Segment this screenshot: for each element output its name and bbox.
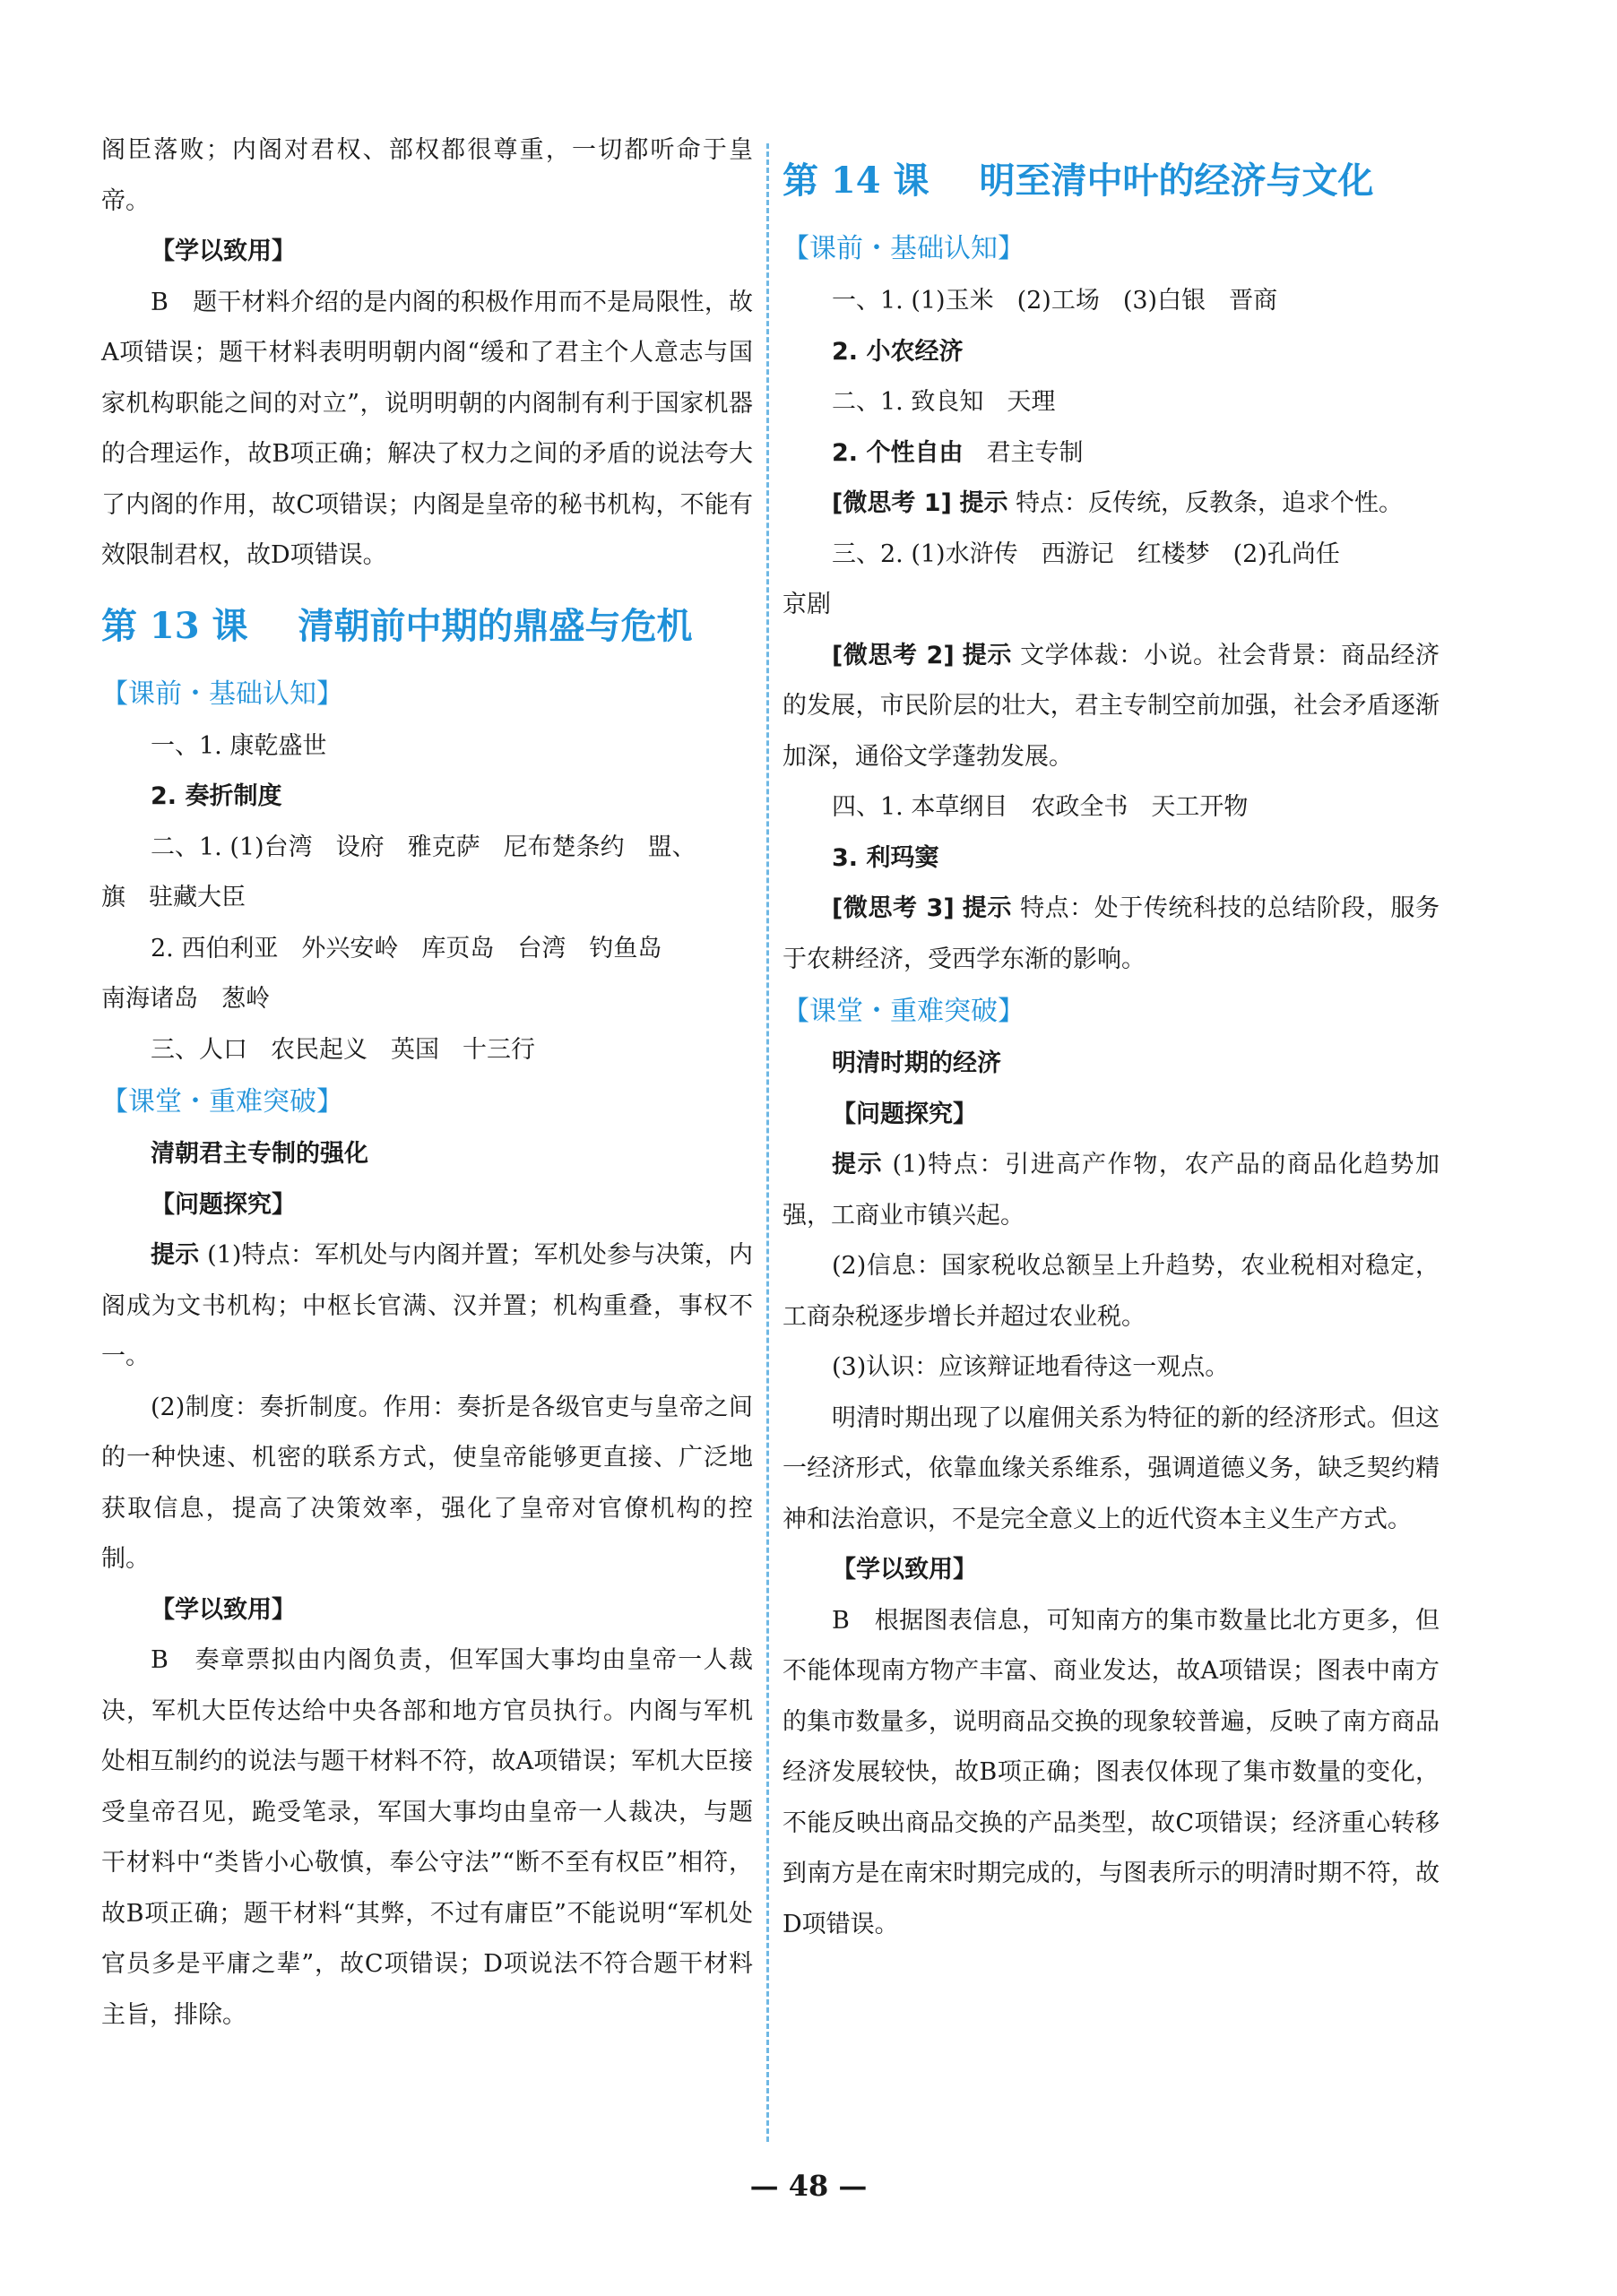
tishi-paragraph: (2)信息：国家税收总额呈上升趋势，农业税相对稳定，工商杂税逐步增长并超过农业税。 [783,1252,1440,1331]
list-item: 四、1. 本草纲目 农政全书 天工开物 [832,793,1249,821]
list-item: 南海诸岛 葱岭 [101,985,270,1013]
list-item: 3. 利玛窦 [832,843,939,872]
lesson-14-heading [783,145,1440,217]
tishi-paragraph: 提示 (1)特点：引进高产作物，农产品的商品化趋势加强，工商业市镇兴起。 [783,1151,1440,1230]
list-item: 2. 个性自由 君主专制 [832,438,1084,467]
micro-thinking: [微思考 3] 提示 特点：处于传统科技的总结阶段，服务于农耕经济，受西学东渐的影响。 [783,894,1440,973]
lesson-number: 第 13 课 [101,604,248,647]
lesson-title: 清朝前中期的鼎盛与危机 [298,604,693,647]
micro-thinking: [微思考 1] 提示 特点：反传统，反教条，追求个性。 [832,489,1404,517]
answer-paragraph: B 题干材料介绍的是内阁的积极作用而不是局限性，故A项错误；题干材料表明明朝内阁“缓和了君主个人意志与国家机构职能之间的对立”，说明明朝的内阁制有利于国家机器的合理运作，故B项正确；解决了权力之间的矛盾的说法夸大了内阁的作用，故C项错误；内阁是皇帝的秘书机构，不能有效限制君权，故D项错误。 [101,288,753,569]
list-item: 2. 西伯利亚 外兴安岭 库页岛 台湾 钓鱼岛 [151,934,662,962]
list-item: 2. 小农经济 [832,337,964,366]
paragraph-continuation: 阁臣落败；内阁对君权、部权都很尊重，一切都听命于皇帝。 [101,136,753,215]
list-item: 二、1. 致良知 天理 [832,388,1056,416]
micro-thinking: [微思考 2] 提示 文学体裁：小说。社会背景：商品经济的发展，市民阶层的壮大，君主专制空前加强，社会矛盾逐渐加深，通俗文学蓬勃发展。 [783,641,1440,771]
list-item: 京剧 [783,591,831,618]
section-tag-kt: 【课堂・重难突破】 [783,996,1025,1027]
right-column [783,145,1440,1950]
list-item: 2. 奏折制度 [151,782,282,810]
column-divider [766,143,769,2142]
lesson-title: 明至清中叶的经济与文化 [979,160,1374,202]
label-wen-ti-tan-jiu: 【问题探究】 [832,1100,977,1128]
section-tag-kq: 【课前・基础认知】 [101,678,343,710]
list-item: 二、1. (1)台湾 设府 雅克萨 尼布楚条约 盟、 [151,833,696,861]
sub-heading: 清朝君主专制的强化 [151,1140,368,1168]
list-item: 一、1. (1)玉米 (2)工场 (3)白银 晋商 [832,287,1278,315]
label-xue-yi-zhi-yong: 【学以致用】 [832,1556,977,1584]
tishi-paragraph: (2)制度：奏折制度。作用：奏折是各级官吏与皇帝之间的一种快速、机密的联系方式，使皇帝能够更直接、广泛地获取信息，提高了决策效率，强化了皇帝对官僚机构的控制。 [101,1393,753,1573]
label-xue-yi-zhi-yong: 【学以致用】 [151,237,296,265]
left-column [101,125,753,2041]
answer-paragraph: B 根据图表信息，可知南方的集市数量比北方更多，但不能体现南方物产丰富、商业发达，故A项错误；图表中南方的集市数量多，说明商品交换的现象较普遍，反映了南方商品经济发展较快，故B项正确；图表仅体现了集市数量的变化，不能反映出商品交换的产品类型，故C项错误；经济重心转移到南方是在南宋时期完成的，与图表所示的明清时期不符，故D项错误。 [783,1606,1440,1938]
section-tag-kt: 【课堂・重难突破】 [101,1086,343,1118]
lesson-13-heading [101,591,753,662]
tishi-paragraph: 提示 (1)特点：军机处与内阁并置；军机处参与决策，内阁成为文书机构；中枢长官满、汉并置；机构重叠，事权不一。 [101,1241,754,1370]
paragraph: 明清时期出现了以雇佣关系为特征的新的经济形式。但这一经济形式，依靠血缘关系维系，强调道德义务，缺乏契约精神和法治意识，不是完全意义上的近代资本主义生产方式。 [783,1403,1440,1533]
label-wen-ti-tan-jiu: 【问题探究】 [151,1190,296,1219]
list-item: 三、人口 农民起义 英国 十三行 [151,1035,535,1064]
sub-heading: 明清时期的经济 [832,1049,1001,1077]
answer-paragraph: B 奏章票拟由内阁负责，但军国大事均由皇帝一人裁决，军机大臣传达给中央各部和地方官员执行。内阁与军机处相互制约的说法与题干材料不符，故A项错误；军机大臣接受皇帝召见，跪受笔录，军国大事均由皇帝一人裁决，与题干材料中“类皆小心敬慎，奉公守法”“断不至有权臣”相符，故B项正确；题干材料“其弊，不过有庸臣”不能说明“军机处官员多是平庸之辈”，故C项错误；D项说法不符合题干材料主旨，排除。 [101,1646,753,2029]
label-xue-yi-zhi-yong: 【学以致用】 [151,1595,296,1624]
section-tag-kq: 【课前・基础认知】 [783,233,1025,264]
lesson-number: 第 14 课 [783,160,930,202]
list-item: 一、1. 康乾盛世 [151,731,327,760]
tishi-paragraph: (3)认识：应该辩证地看待这一观点。 [832,1353,1230,1381]
list-item: 旗 驻藏大臣 [101,884,246,911]
page-number: — 48 — [749,2169,868,2203]
list-item: 三、2. (1)水浒传 西游记 红楼梦 (2)孔尚任 [832,539,1340,568]
